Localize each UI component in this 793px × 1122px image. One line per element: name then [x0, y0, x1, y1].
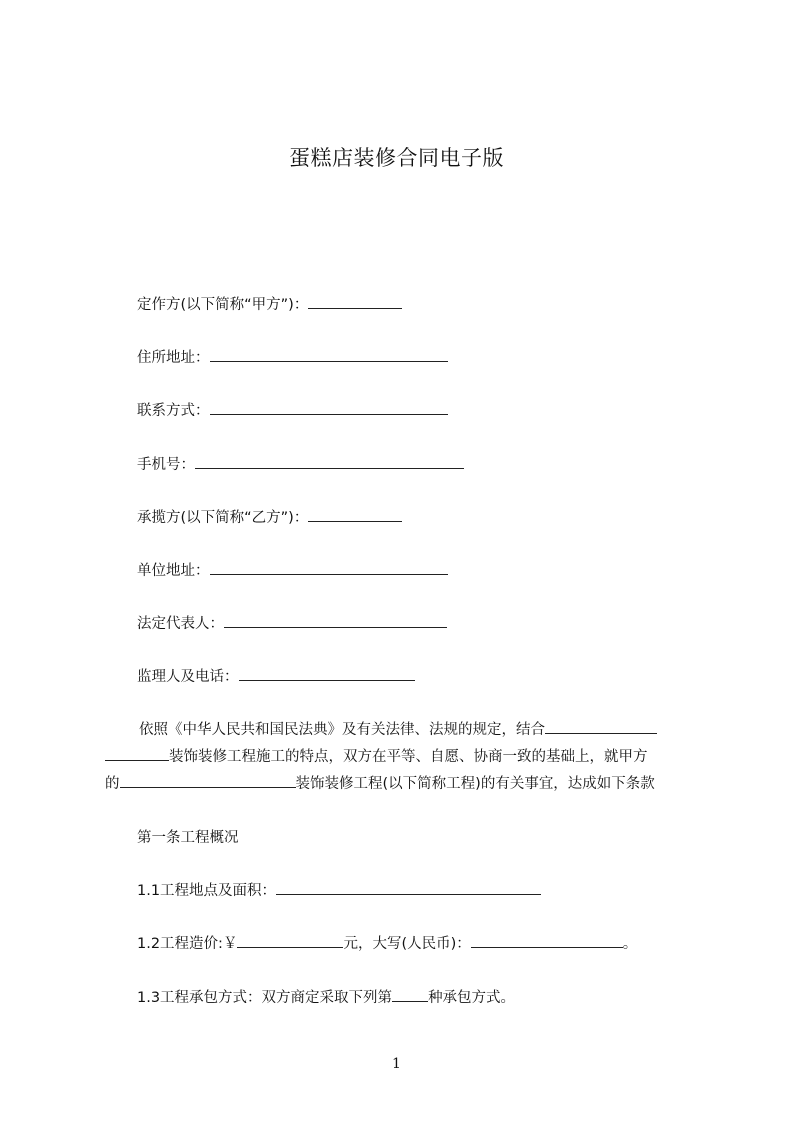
document-title: 蛋糕店装修合同电子版 [289, 146, 504, 170]
item-1-3-end: 种承包方式。 [428, 990, 516, 1006]
phone-label: 手机号： [137, 457, 195, 473]
item-1-1-blank [276, 879, 541, 895]
party-b-label: 承揽方(以下简称“乙方”)： [137, 510, 309, 526]
contact-row [137, 399, 448, 420]
party-a-row [137, 293, 402, 314]
intro-blank-2 [105, 745, 169, 761]
supervisor-blank [239, 665, 415, 681]
party-a-label: 定作方(以下简称“甲方”)： [137, 297, 309, 313]
party-b-blank [308, 506, 402, 522]
unit-address-blank [210, 559, 448, 575]
item-1-2-uppercase-blank [471, 932, 623, 948]
phone-blank [195, 453, 464, 469]
intro-text-3-prefix: 的 [105, 776, 120, 792]
item-1-3-blank [392, 986, 428, 1002]
intro-text-2: 装饰装修工程施工的特点，双方在平等、自愿、协商一致的基础上，就甲方 [169, 749, 648, 765]
item-1-3-label: 1.3工程承包方式：双方商定采取下列第 [137, 990, 393, 1006]
page-number: 1 [392, 1056, 401, 1072]
unit-address-label: 单位地址： [137, 563, 210, 579]
intro-blank-1 [545, 718, 657, 734]
address-row [137, 346, 448, 367]
article-1-heading: 第一条工程概况 [137, 830, 239, 846]
item-1-2-mid: 元，大写(人民币)： [343, 936, 471, 952]
item-1-2-row [137, 932, 637, 953]
item-1-3-row [137, 986, 515, 1007]
party-b-row [137, 506, 402, 527]
intro-line-2 [105, 745, 648, 766]
address-label: 住所地址： [137, 350, 210, 366]
legal-rep-label: 法定代表人： [137, 616, 224, 632]
item-1-1-row [137, 879, 541, 900]
item-1-2-end: 。 [622, 936, 638, 952]
item-1-2-amount-blank [237, 932, 343, 948]
intro-text-3: 装饰装修工程(以下简称工程)的有关事宜，达成如下条款 [295, 776, 655, 792]
contact-label: 联系方式： [137, 403, 210, 419]
intro-text-1: 依照《中华人民共和国民法典》及有关法律、法规的规定，结合 [139, 722, 545, 738]
supervisor-label: 监理人及电话： [137, 669, 239, 685]
phone-row [137, 453, 464, 474]
supervisor-row [137, 665, 415, 686]
item-1-2-label: 1.2工程造价:￥ [137, 936, 238, 952]
intro-line-3 [105, 772, 655, 793]
intro-line-1 [139, 718, 657, 739]
unit-address-row [137, 559, 448, 580]
intro-blank-3 [120, 772, 296, 788]
address-blank [210, 346, 448, 362]
party-a-blank [308, 293, 402, 309]
legal-rep-blank [224, 612, 447, 628]
legal-rep-row [137, 612, 447, 633]
item-1-1-label: 1.1工程地点及面积： [137, 883, 277, 899]
contact-blank [210, 399, 448, 415]
